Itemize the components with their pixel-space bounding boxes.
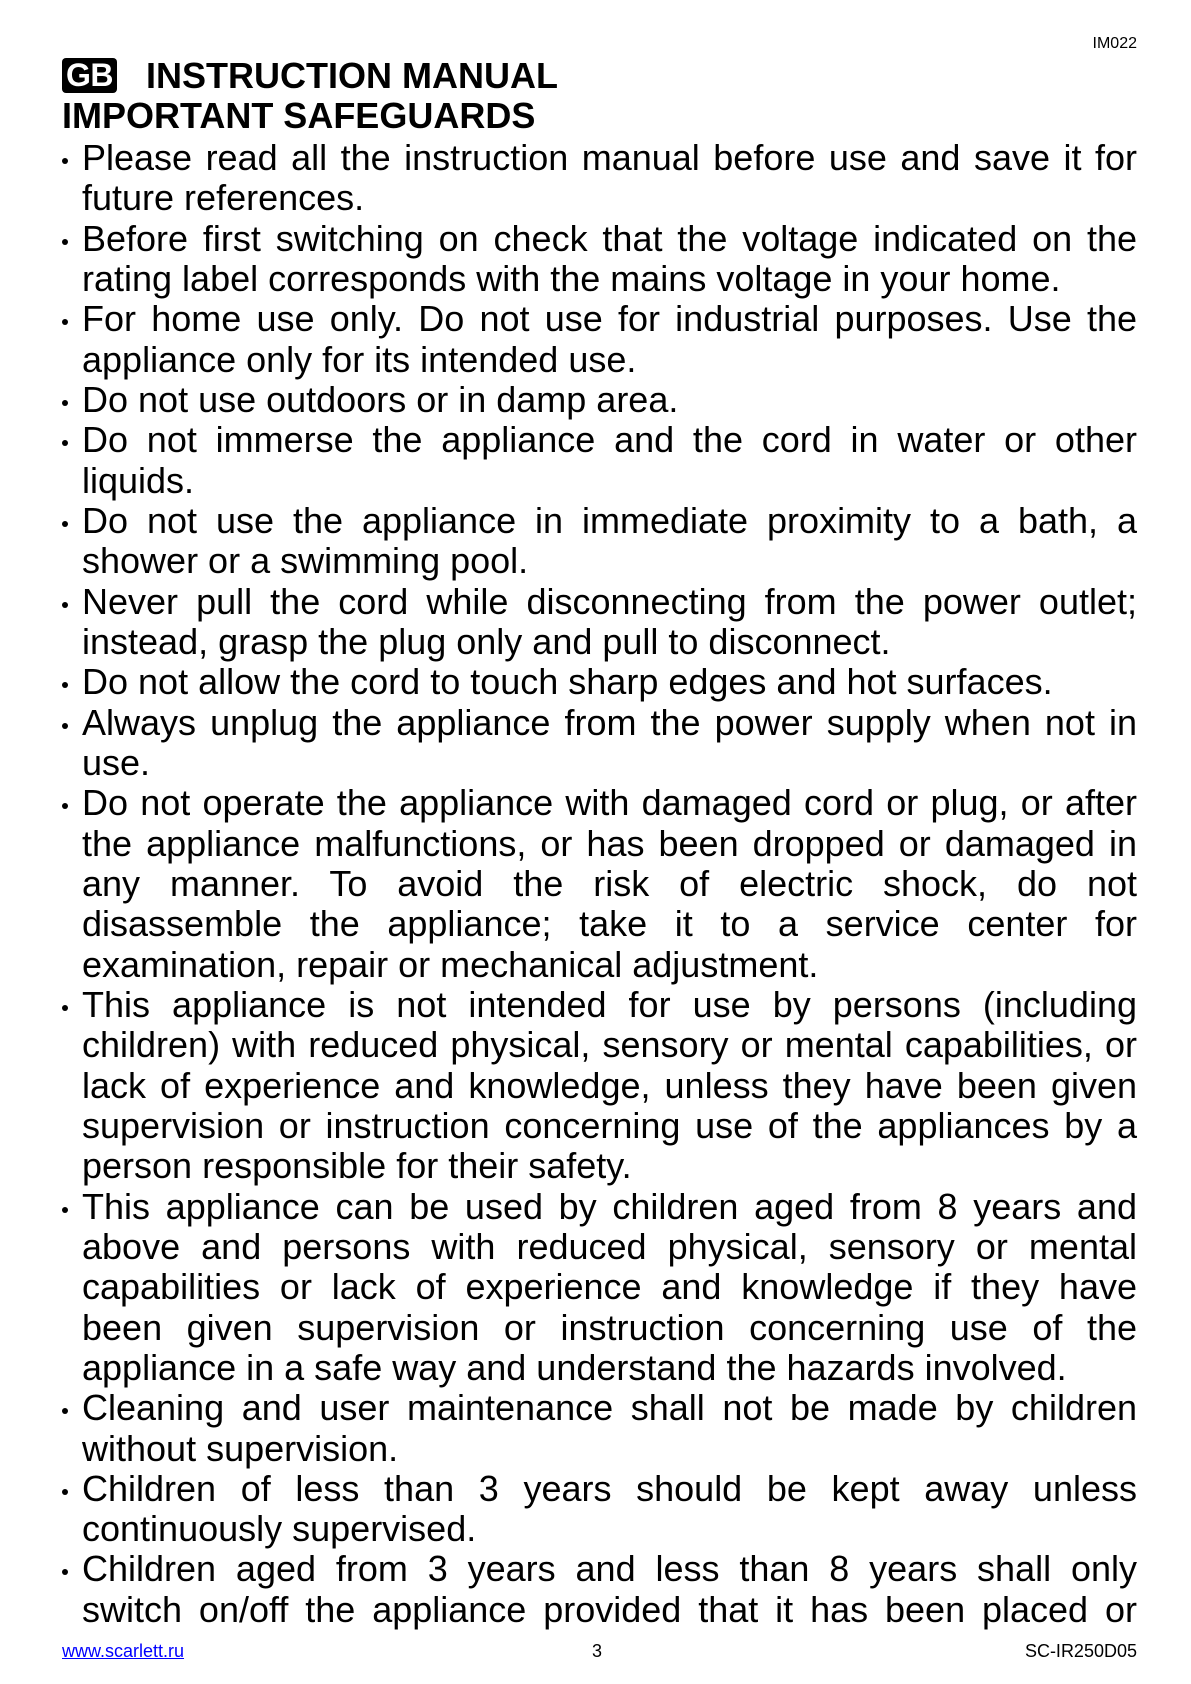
manual-title: INSTRUCTION MANUAL bbox=[146, 55, 558, 96]
bullet-icon bbox=[62, 1569, 68, 1575]
item-text-line: future references. bbox=[82, 177, 365, 219]
item-text-line: appliance only for its intended use. bbox=[82, 338, 637, 380]
item-text-line: Children of less than 3 years should be kept away unless bbox=[82, 1467, 1137, 1509]
safeguard-item bbox=[82, 703, 1137, 784]
safeguard-item bbox=[82, 380, 1137, 420]
item-text-line: Cleaning and user maintenance shall not be made by children bbox=[82, 1387, 1137, 1429]
safeguard-item bbox=[82, 1469, 1137, 1550]
safeguard-item bbox=[82, 662, 1137, 702]
item-text-line: Children aged from 3 years and less than 8 years shall only bbox=[82, 1548, 1137, 1590]
document-code: IM022 bbox=[1092, 35, 1137, 52]
item-text-line: instead, grasp the plug only and pull to disconnect. bbox=[82, 620, 891, 662]
bullet-icon bbox=[62, 521, 68, 527]
language-badge: GB bbox=[62, 58, 117, 93]
item-text-line: any manner. To avoid the risk of electric shock, do not bbox=[82, 862, 1137, 904]
bullet-icon bbox=[62, 803, 68, 809]
bullet-icon bbox=[62, 682, 68, 688]
item-text-line: For home use only. Do not use for industrial purposes. Use the bbox=[82, 298, 1137, 340]
item-text-line: the appliance malfunctions, or has been dropped or damaged in bbox=[82, 822, 1137, 864]
bullet-icon bbox=[62, 1207, 68, 1213]
bullet-icon bbox=[62, 602, 68, 608]
safeguard-item bbox=[82, 219, 1137, 300]
safeguards-list bbox=[82, 138, 1137, 1630]
item-text-line: examination, repair or mechanical adjustment. bbox=[82, 943, 819, 985]
item-text-line: children) with reduced physical, sensory or mental capabilities, or bbox=[82, 1024, 1137, 1066]
item-text-line: been given supervision or instruction concerning use of the bbox=[82, 1306, 1137, 1348]
safeguard-item bbox=[82, 501, 1137, 582]
item-text-line: Please read all the instruction manual before use and save it for bbox=[82, 137, 1137, 178]
safeguard-item bbox=[82, 1388, 1137, 1469]
item-text-line: supervision or instruction concerning use of the appliances by a bbox=[82, 1104, 1137, 1146]
item-text-line: Do not use the appliance in immediate proximity to a bath, a bbox=[82, 499, 1137, 541]
item-text-line: switch on/off the appliance provided that it has been placed or bbox=[82, 1588, 1137, 1630]
safeguard-item bbox=[82, 138, 1137, 219]
website-link[interactable]: www.scarlett.ru bbox=[62, 1641, 185, 1661]
item-text-line: shower or a swimming pool. bbox=[82, 540, 529, 582]
bullet-icon bbox=[62, 400, 68, 406]
item-text-line: Never pull the cord while disconnecting from the power outlet; bbox=[82, 580, 1137, 622]
item-text-line: appliance in a safe way and understand the hazards involved. bbox=[82, 1346, 1067, 1388]
item-text-line: lack of experience and knowledge, unless they have been given bbox=[82, 1064, 1137, 1106]
safeguard-item bbox=[82, 783, 1137, 985]
item-text-line: Do not operate the appliance with damaged cord or plug, or after bbox=[82, 782, 1137, 824]
safeguard-item bbox=[82, 1187, 1137, 1389]
safeguard-item bbox=[82, 582, 1137, 663]
item-text-line: Do not allow the cord to touch sharp edges and hot surfaces. bbox=[82, 661, 1053, 703]
item-text-line: use. bbox=[82, 741, 151, 783]
bullet-icon bbox=[62, 158, 68, 164]
safeguard-item bbox=[82, 985, 1137, 1187]
item-text-line: Do not use outdoors or in damp area. bbox=[82, 378, 679, 420]
bullet-icon bbox=[62, 239, 68, 245]
bullet-icon bbox=[62, 319, 68, 325]
item-text-line: disassemble the appliance; take it to a service center for bbox=[82, 903, 1137, 945]
model-number: SC-IR250D05 bbox=[1024, 1641, 1137, 1661]
safeguard-item bbox=[82, 299, 1137, 380]
item-text-line: rating label corresponds with the mains voltage in your home. bbox=[82, 257, 1061, 299]
page-number: 3 bbox=[591, 1641, 602, 1661]
item-text-line: continuously supervised. bbox=[82, 1508, 477, 1550]
bullet-icon bbox=[62, 440, 68, 446]
item-text-line: liquids. bbox=[82, 459, 195, 501]
item-text-line: without supervision. bbox=[82, 1427, 399, 1469]
section-heading: IMPORTANT SAFEGUARDS bbox=[62, 95, 536, 136]
item-text-line: This appliance can be used by children aged from 8 years and bbox=[82, 1185, 1137, 1227]
item-text-line: This appliance is not intended for use by persons (including bbox=[82, 983, 1137, 1025]
bullet-icon bbox=[62, 723, 68, 729]
item-text-line: Always unplug the appliance from the power supply when not in bbox=[82, 701, 1137, 743]
bullet-icon bbox=[62, 1489, 68, 1495]
safeguard-item bbox=[82, 1549, 1137, 1630]
item-text-line: above and persons with reduced physical, sensory or mental bbox=[82, 1225, 1137, 1267]
bullet-icon bbox=[62, 1408, 68, 1414]
item-text-line: Before first switching on check that the voltage indicated on the bbox=[82, 217, 1137, 259]
item-text-line: person responsible for their safety. bbox=[82, 1145, 632, 1187]
item-text-line: Do not immerse the appliance and the cord in water or other bbox=[82, 419, 1137, 461]
bullet-icon bbox=[62, 1005, 68, 1011]
item-text-line: capabilities or lack of experience and knowledge if they have bbox=[82, 1266, 1137, 1308]
safeguard-item bbox=[82, 420, 1137, 501]
